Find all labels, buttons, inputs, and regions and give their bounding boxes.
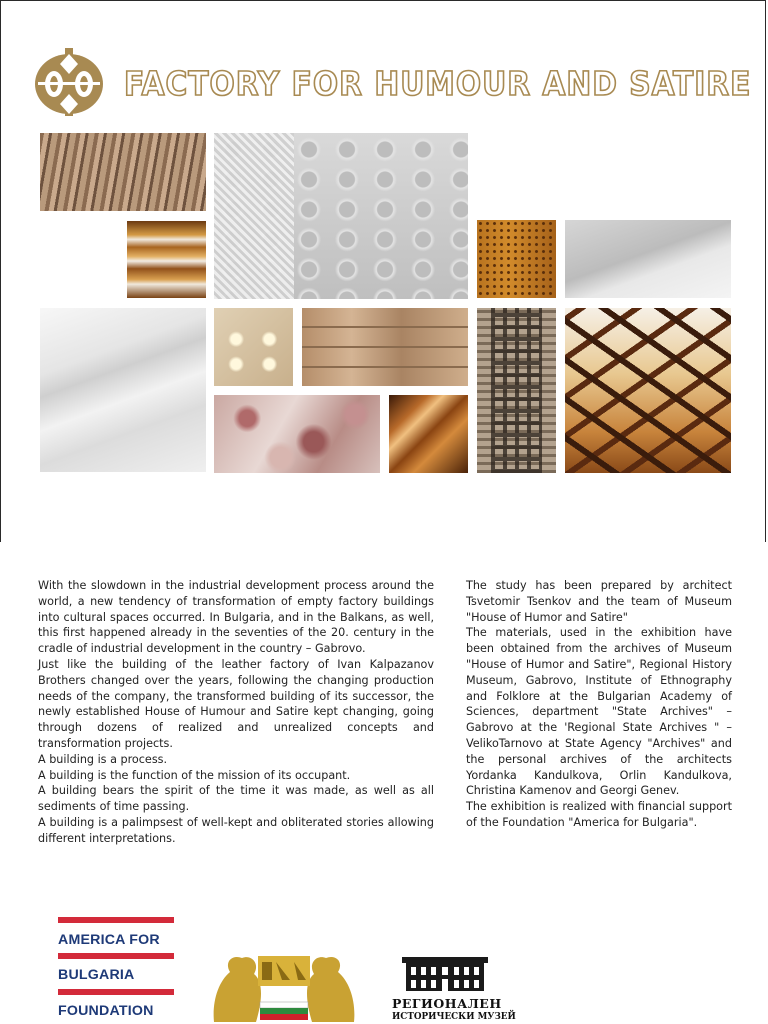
paragraph: The materials, used in the exhibition have been obtained from the archives of Museum "House of Humor and Satire", Regional History Museum, Gabrovo, Institute of Ethnography and Folklore at the Bulgarian Academy of Sciences, department "State Archives" – Gabrovo at the 'Regional State Archives " – VelikoTarnovo at State Agency "Archives" and the personal archives of the architects Yordanka Kandulkova, Orlin Kandulkova, Christina Kamenov and Georgi Genev. bbox=[466, 626, 732, 798]
paragraph: A building is a process. bbox=[38, 752, 168, 766]
paragraph: The exhibition is realized with financial support of the Foundation "America for Bulgaria". bbox=[466, 800, 732, 829]
paragraph: A building is a palimpsest of well-kept and obliterated stories allowing different interpretations. bbox=[38, 815, 434, 845]
paragraph: The study has been prepared by architect Tsvetomir Tsenkov and the team of Museum "House of Humor and Satire" bbox=[466, 579, 732, 624]
afb-line-3: FOUNDATION bbox=[58, 1003, 154, 1019]
paragraph: With the slowdown in the industrial development process around the world, a new tendency of transformation of empty factory buildings into cultural spaces occurred. In Bulgaria, and in the Balkans, as well, this first happened already in the seventies of the 20. century in the cradle of industrial development in the country – Gabrovo. bbox=[38, 579, 434, 656]
perforated-wood-panel-photo bbox=[477, 220, 556, 298]
paragraph: A building bears the spirit of the time it was made, as well as all sediments of time passing. bbox=[38, 784, 434, 814]
paragraph: A building is the function of the mission of its occupant. bbox=[38, 768, 351, 782]
regional-history-museum-logo bbox=[392, 955, 516, 1024]
wooden-lattice-ceiling-photo bbox=[565, 308, 731, 473]
wooden-slats-photo bbox=[127, 221, 206, 298]
america-for-bulgaria-logo bbox=[58, 917, 174, 1021]
carved-stone-texture-photo bbox=[40, 133, 206, 211]
paragraph: Just like the building of the leather factory of Ivan Kalpazanov Brothers changed over the years, following the changing production needs of the company, the transformed building of its successor, the newly established House of Humour and Satire kept changing, going through dozens of realized and unrealized concepts and transformation projects. bbox=[38, 657, 434, 750]
golden-ornament-logo-icon bbox=[34, 46, 104, 118]
afb-line-1: AMERICA FOR bbox=[58, 932, 160, 948]
white-ceiling-panel-photo bbox=[565, 220, 731, 298]
museum-building-icon bbox=[392, 955, 498, 993]
credits-text-column bbox=[466, 578, 732, 831]
dimpled-ceiling-panels-photo bbox=[214, 133, 468, 299]
golden-lions-emblem-icon bbox=[210, 952, 358, 1024]
museum-name-line-1: РЕГИОНАЛЕН bbox=[392, 996, 502, 1011]
intro-text-column bbox=[38, 578, 434, 847]
travertine-wall-photo bbox=[302, 308, 468, 386]
carved-ornament-panel-photo bbox=[477, 308, 556, 473]
wooden-beams-photo bbox=[389, 395, 468, 473]
afb-line-2: BULGARIA bbox=[58, 967, 135, 983]
museum-name-line-2: ИСТОРИЧЕСКИ МУЗЕЙ bbox=[392, 1012, 516, 1022]
white-ceiling-beams-photo bbox=[40, 308, 206, 472]
marble-texture-photo bbox=[214, 395, 380, 473]
page-title: FACTORY FOR HUMOUR AND SATIRE bbox=[124, 64, 752, 103]
ceiling-lamp-photo bbox=[214, 308, 293, 386]
